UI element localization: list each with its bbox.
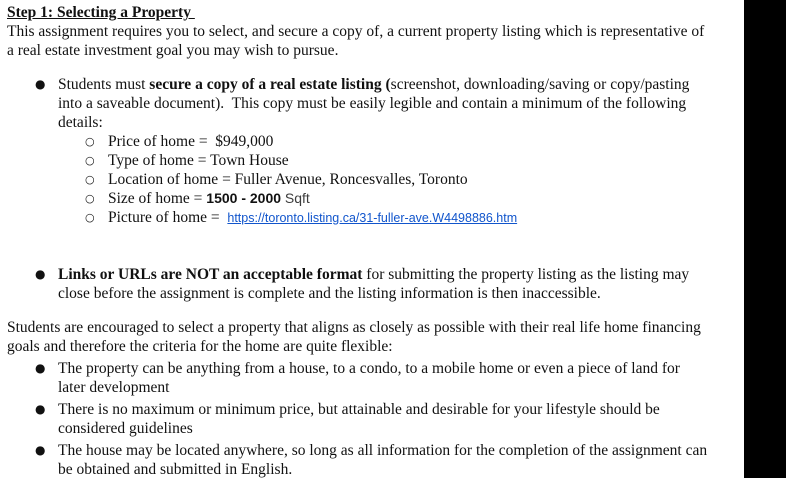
document-content <box>7 3 786 478</box>
detail-item-type <box>7 151 786 170</box>
bullet-item-links-not-acceptable <box>7 265 786 303</box>
text-line <box>58 265 689 284</box>
text-line <box>58 75 689 94</box>
bullet-text <box>58 359 680 397</box>
detail-item-size <box>7 189 786 208</box>
circle-bullet-icon: ○ <box>85 192 95 205</box>
bold-segment: Links or URLs are NOT an acceptable format <box>58 266 363 283</box>
disc-bullet-icon: ● <box>35 361 46 375</box>
size-unit: Sqft <box>281 190 310 206</box>
text-line: details: <box>58 114 103 131</box>
bullet-text <box>58 75 689 132</box>
intro-paragraph <box>7 22 786 60</box>
spacer <box>7 60 786 75</box>
text-line: a real estate investment goal you may wish to pursue. <box>7 42 339 59</box>
listing-url-link[interactable]: https://toronto.listing.ca/31-fuller-ave.W4498886.htm <box>227 211 518 225</box>
circle-bullet-icon: ○ <box>85 154 95 167</box>
spacer <box>7 303 786 318</box>
bullet-item-property-type <box>7 359 786 397</box>
text-segment: Students must <box>58 76 150 93</box>
text-line: into a saveable document). This copy must be easily legible and contain a minimum of the following <box>58 95 687 112</box>
circle-bullet-icon: ○ <box>85 173 95 186</box>
text-line: Students are encouraged to select a property that aligns as closely as possible with their real life home financing <box>7 319 701 336</box>
bold-segment: secure a copy of a real estate listing ( <box>149 76 391 93</box>
text-line: This assignment requires you to select, and secure a copy of, a current property listing which is representative of <box>7 23 705 40</box>
text-line: Type of home = Town House <box>108 152 289 169</box>
bullet-item-secure-copy <box>7 75 786 132</box>
bullet-item-price-guideline <box>7 400 786 438</box>
disc-bullet-icon: ● <box>35 267 46 281</box>
circle-bullet-icon: ○ <box>85 135 95 148</box>
size-range-value: 1500 - 2000 <box>206 190 282 206</box>
text-line: There is no maximum or minimum price, but attainable and desirable for your lifestyle should be <box>58 401 660 418</box>
detail-item-price <box>7 132 786 151</box>
text-line: Price of home = $949,000 <box>108 133 274 150</box>
disc-bullet-icon: ● <box>35 443 46 457</box>
bullet-text <box>58 400 660 438</box>
text-line: close before the assignment is complete and the listing information is then inaccessible. <box>58 285 601 302</box>
right-black-occlusion-bar <box>744 0 786 478</box>
text-segment: Size of home = <box>108 190 207 207</box>
detail-item-picture <box>7 208 786 227</box>
disc-bullet-icon: ● <box>35 77 46 91</box>
text-line <box>108 189 310 208</box>
section-heading: Step 1: Selecting a Property <box>7 4 195 21</box>
flexible-paragraph <box>7 318 786 356</box>
bullet-text <box>58 265 689 303</box>
text-line: goals and therefore the criteria for the home are quite flexible: <box>7 338 393 355</box>
text-line: Location of home = Fuller Avenue, Roncesvalles, Toronto <box>108 171 468 188</box>
circle-bullet-icon: ○ <box>85 211 95 224</box>
spacer <box>7 227 786 265</box>
text-line <box>108 208 517 227</box>
text-segment: for submitting the property listing as the listing may <box>362 266 690 283</box>
text-segment: Picture of home = <box>108 209 228 226</box>
text-line: The house may be located anywhere, so long as all information for the completion of the assignment can <box>58 442 708 459</box>
bullet-text <box>58 441 707 478</box>
text-line: later development <box>58 379 170 396</box>
text-line: The property can be anything from a house, to a condo, to a mobile home or even a piece of land for <box>58 360 680 377</box>
detail-item-location <box>7 170 786 189</box>
text-segment: screenshot, downloading/saving or copy/pasting <box>390 76 690 93</box>
text-line: be obtained and submitted in English. <box>58 461 293 478</box>
text-line: considered guidelines <box>58 420 193 437</box>
bullet-item-location-guideline <box>7 441 786 478</box>
disc-bullet-icon: ● <box>35 402 46 416</box>
